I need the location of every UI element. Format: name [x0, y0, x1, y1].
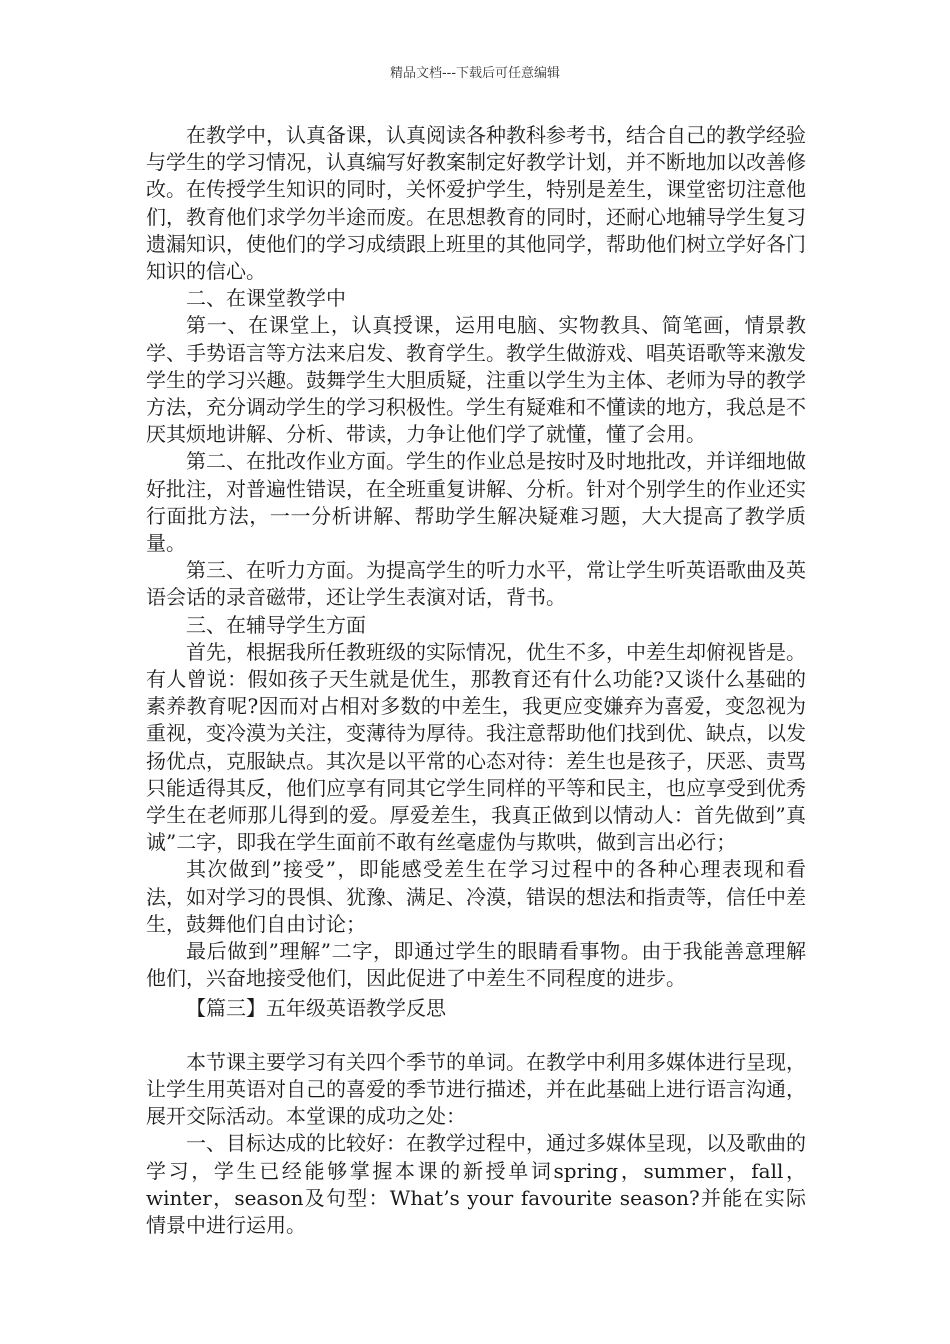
spacer [146, 1022, 806, 1049]
paragraph: 第一、在课堂上，认真授课，运用电脑、实物教具、简笔画，情景教学、手势语言等方法来启发、教育学生。教学生做游戏、唱英语歌等来激发学生的学习兴趣。鼓舞学生大胆质疑，注重以学生为主体、老师为导的教学方法，充分调动学生的学习积极性。学生有疑难和不懂读的地方，我总是不厌其烦地讲解、分析、带读，力争让他们学了就懂，懂了会用。 [146, 313, 806, 447]
paragraph: 第二、在批改作业方面。学生的作业总是按时及时地批改，并详细地做好批注，对普遍性错误，在全班重复讲解、分析。针对个别学生的作业还实行面批方法，一一分析讲解、帮助学生解决疑难习题，大大提高了教学质量。 [146, 449, 806, 556]
document-body [146, 122, 806, 1239]
paragraph: 第三、在听力方面。为提高学生的听力水平，常让学生听英语歌曲及英语会话的录音磁带，还让学生表演对话，背书。 [146, 558, 806, 610]
paragraph: 在教学中，认真备课，认真阅读各种教科参考书，结合自己的教学经验与学生的学习情况，认真编写好教案制定好教学计划，并不断地加以改善修改。在传授学生知识的同时，关怀爱护学生，特别是差生，课堂密切注意他们，教育他们求学勿半途而废。在思想教育的同时，还耐心地辅导学生复习遗漏知识，使他们的学习成绩跟上班里的其他同学，帮助他们树立学好各门知识的信心。 [146, 123, 806, 284]
paragraph: 其次做到”接受”，即能感受差生在学习过程中的各种心理表现和看法，如对学习的畏惧、犹豫、满足、冷漠，错误的想法和指责等，信任中差生，鼓舞他们自由讨论； [146, 857, 806, 936]
paragraph: 首先，根据我所任教班级的实际情况，优生不多，中差生却俯视皆是。有人曾说：假如孩子天生就是优生，那教育还有什么功能?又谈什么基础的素养教育呢?因而对占相对多数的中差生，我更应变嫌弃为喜爱，变忽视为重视，变冷漠为关注，变薄待为厚待。我注意帮助他们找到优、缺点，以发扬优点，克服缺点。其次是以平常的心态对待：差生也是孩子，厌恶、责骂只能适得其反，他们应享有同其它学生同样的平等和民主，也应享受到优秀学生在老师那儿得到的爱。厚爱差生，我真正做到以情动人：首先做到”真诚”二字，即我在学生面前不敢有丝毫虚伪与欺哄，做到言出必行； [146, 639, 806, 855]
section-title: 【篇三】五年级英语教学反思 [186, 995, 446, 1020]
paragraph: 本节课主要学习有关四个季节的单词。在教学中利用多媒体进行呈现，让学生用英语对自己的喜爱的季节进行描述，并在此基础上进行语言沟通，展开交际活动。本堂课的成功之处： [146, 1049, 806, 1129]
paragraph: 最后做到”理解”二字，即通过学生的眼睛看事物。由于我能善意理解他们，兴奋地接受他们，因此促进了中差生不同程度的进步。 [146, 939, 806, 991]
section-heading: 三、在辅导学生方面 [186, 612, 366, 637]
section-heading: 二、在课堂教学中 [186, 286, 346, 311]
page-header: 精品文档---下载后可任意编辑 [389, 66, 561, 81]
paragraph: 一、目标达成的比较好：在教学过程中，通过多媒体呈现，以及歌曲的学习，学生已经能够掌握本课的新授单词spring，summer，fall，winter，season及句型：What’s your favourite season?并能在实际情景中进行运用。 [146, 1131, 806, 1237]
